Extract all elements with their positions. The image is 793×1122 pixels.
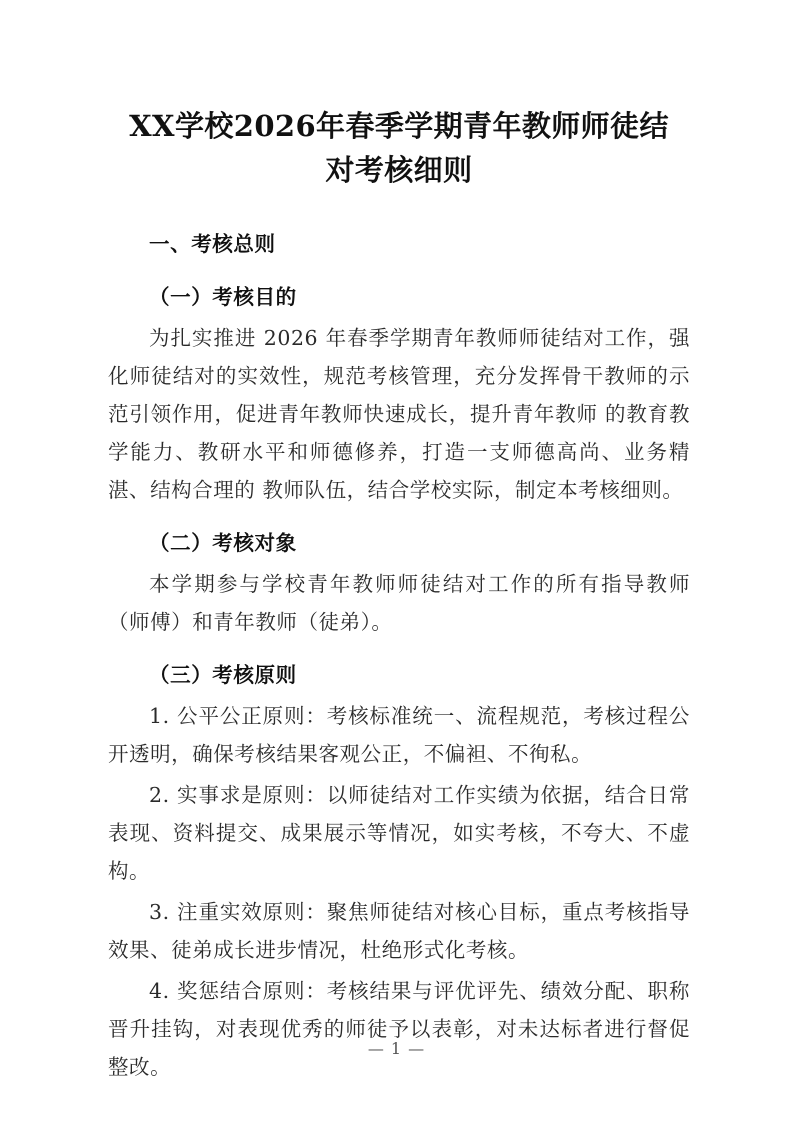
section-heading-assessment-purpose: （一）考核目的 xyxy=(149,285,297,309)
document-title-line-1: XX学校2026年春季学期青年教师师徒结 xyxy=(129,109,669,143)
paragraph-principle-4-rewards-penalties: 4. 奖惩结合原则：考核结果与评优评先、绩效分配、职称晋升挂钩，对表现优秀的师徒予以表彰，对未达标者进行督促整改。 xyxy=(108,979,690,1079)
document-body xyxy=(108,192,690,1086)
document-title xyxy=(108,0,690,192)
paragraph-principle-1-fairness: 1. 公平公正原则：考核标准统一、流程规范，考核过程公开透明，确保考核结果客观公正，不偏袒、不徇私。 xyxy=(108,704,690,766)
paragraph-assessment-targets: 本学期参与学校青年教师师徒结对工作的所有指导教师（师傅）和青年教师（徒弟）。 xyxy=(108,572,690,634)
paragraph-principle-3-effectiveness: 3. 注重实效原则：聚焦师徒结对核心目标，重点考核指导效果、徒弟成长进步情况，杜绝形式化考核。 xyxy=(108,900,690,962)
page-number-marker: — 1 — xyxy=(367,1039,426,1058)
section-heading-assessment-principles: （三）考核原则 xyxy=(149,663,297,687)
document-title-line-2: 对考核细则 xyxy=(325,153,473,187)
section-heading-general-rules: 一、考核总则 xyxy=(149,232,276,256)
section-heading-assessment-targets: （二）考核对象 xyxy=(149,531,297,555)
paragraph-assessment-purpose: 为扎实推进 2026 年春季学期青年教师师徒结对工作，强化师徒结对的实效性，规范考核管理，充分发挥骨干教师的示范引领作用，促进青年教师快速成长，提升青年教师 的教育教学能力、教研水平和师德修养，打造一支师德高尚、业务精湛、结构合理的 教师队伍，结合学校实际，制定本考核细则。 xyxy=(108,326,690,502)
page-footer xyxy=(0,1038,793,1060)
page-content xyxy=(108,0,690,1086)
paragraph-principle-2-truthfulness: 2. 实事求是原则：以师徒结对工作实绩为依据，结合日常表现、资料提交、成果展示等情况，如实考核，不夸大、不虚构。 xyxy=(108,783,690,883)
